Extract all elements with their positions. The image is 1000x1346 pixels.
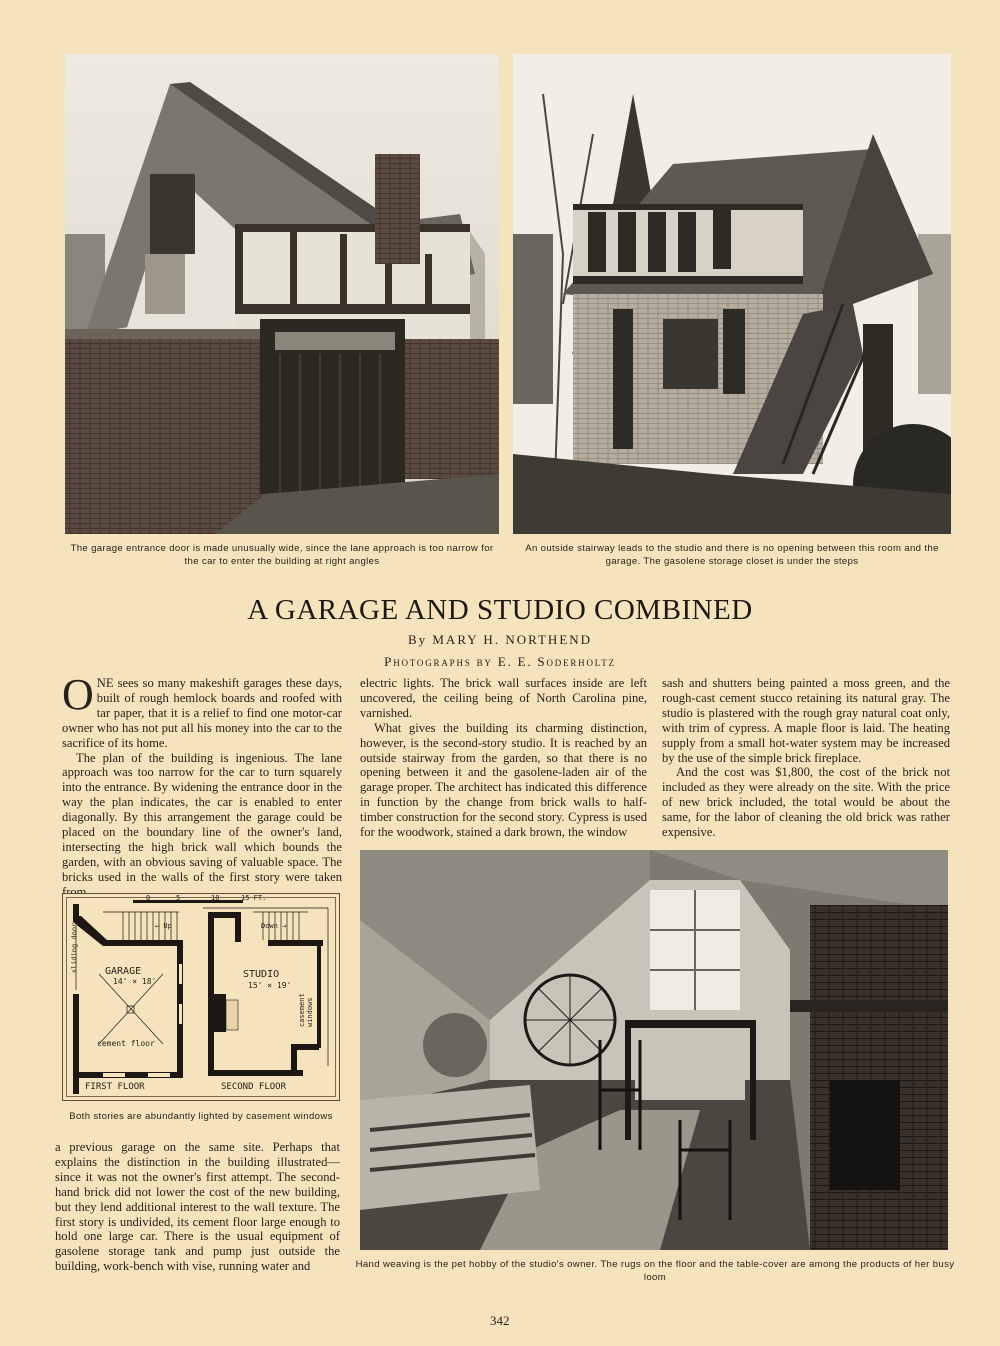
- article-column-2: [360, 676, 647, 840]
- garage-exterior-photo: [65, 54, 499, 534]
- studio-stairway-photo: [513, 54, 951, 534]
- paragraph-studio: What gives the building its charming distinction, however, is the second-story studio. It is reached by an outside stairway from the garden, so that there is no opening between it and the gasolene-laden air of the garage proper. The architect has indicated this difference in function by the change from brick walls to half-timber construction for the second story. Cypress is used for the woodwork, stained a dark brown, the window: [360, 720, 647, 840]
- paragraph-intro: NE sees so many makeshift garages these days, built of rough hemlock boards and roofed with tar paper, that it is a relief to find one motor-car owner who has not put all his money into the car to the sacrifice of its home.: [62, 676, 342, 750]
- sliding-door-label: sliding door: [70, 922, 79, 974]
- studio-room-label: STUDIO: [243, 969, 280, 980]
- stairway-photo-caption: An outside stairway leads to the studio and there is no opening between this room and the garage. The gasolene storage closet is under the steps: [525, 543, 939, 567]
- garage-photo-caption: The garage entrance door is made unusually wide, since the lane approach is too narrow for the car to enter the building at right angles: [70, 543, 494, 567]
- scale-0: 0: [146, 894, 151, 902]
- floor-plan-caption: Both stories are abundantly lighted by casement windows: [69, 1111, 333, 1122]
- down-label: Down →: [261, 922, 287, 930]
- article-column-3: [662, 676, 950, 840]
- studio-interior-photo: [360, 850, 948, 1250]
- interior-photo-caption: Hand weaving is the pet hobby of the studio's owner. The rugs on the floor and the table-cover are among the products of her busy loom: [355, 1259, 955, 1283]
- article-column-1-continued: [55, 1140, 340, 1274]
- garage-room-label: GARAGE: [105, 966, 142, 977]
- paragraph-finish: sash and shutters being painted a moss green, and the rough-cast cement stucco retaining its natural gray. The studio is plastered with the rough gray natural coat only, with trim of cypress. A maple floor is laid. The heating supply from a small hot-water system may be increased by the use of the simple brick fireplace.: [662, 676, 950, 765]
- studio-stairway-illustration: [513, 54, 951, 534]
- paragraph-previous-garage: a previous garage on the same site. Perhaps that explains the distinction in the building illustrated—since it was not the owner's first attempt. The second-hand brick did not lower the cost of the new building, but they lend additional interest to the wall texture. The first story is undivided, its cement floor large enough to hold one large car. There is the usual equipment of gasolene storage tank and pump just outside the building, work-bench with vise, running water and: [55, 1140, 340, 1274]
- second-floor-label: SECOND FLOOR: [221, 1082, 287, 1092]
- paragraph-electric-lights: electric lights. The brick wall surfaces inside are left uncovered, the ceiling being of North Carolina pine, varnished.: [360, 676, 647, 720]
- casement-windows-label: casement windows: [298, 993, 314, 1027]
- author-byline: By MARY H. NORTHEND: [407, 632, 593, 647]
- paragraph-cost: And the cost was $1,800, the cost of the brick not included as they were already on the site. With the price of new brick included, the total would be about the same, for the labor of cleaning the old brick was rather expensive.: [662, 765, 950, 840]
- floor-plan: [62, 893, 340, 1101]
- article-title: A GARAGE AND STUDIO COMBINED: [247, 594, 753, 626]
- scale-10: 10: [211, 894, 220, 902]
- studio-size: 15' × 19': [248, 981, 292, 990]
- first-floor-label: FIRST FLOOR: [85, 1082, 145, 1092]
- scale-15: 15 FT.: [241, 894, 267, 902]
- article-column-1: [62, 670, 342, 900]
- garage-exterior-illustration: [65, 54, 499, 534]
- garage-size: 14' × 18': [113, 977, 157, 986]
- up-label: ← Up: [155, 922, 172, 930]
- studio-interior-illustration: [360, 850, 948, 1250]
- photo-credit: Photographs by E. E. Soderholtz: [384, 654, 616, 669]
- garage-floor-label: cement floor: [97, 1039, 155, 1048]
- drop-cap: O: [62, 670, 94, 719]
- paragraph-plan: The plan of the building is ingenious. The lane approach was too narrow for the car to turn squarely into the entrance. By widening the entrance door in the way the plan indicates, the car is enabled to enter diagonally. By this arrangement the garage could be placed on the boundary line of the owner's land, intersecting the high brick wall which bounds the garden, with an obvious saving of valuable space. The bricks used in the walls of the first story were taken from: [62, 750, 342, 899]
- scale-5: 5: [176, 894, 181, 902]
- page-number: 342: [490, 1313, 510, 1328]
